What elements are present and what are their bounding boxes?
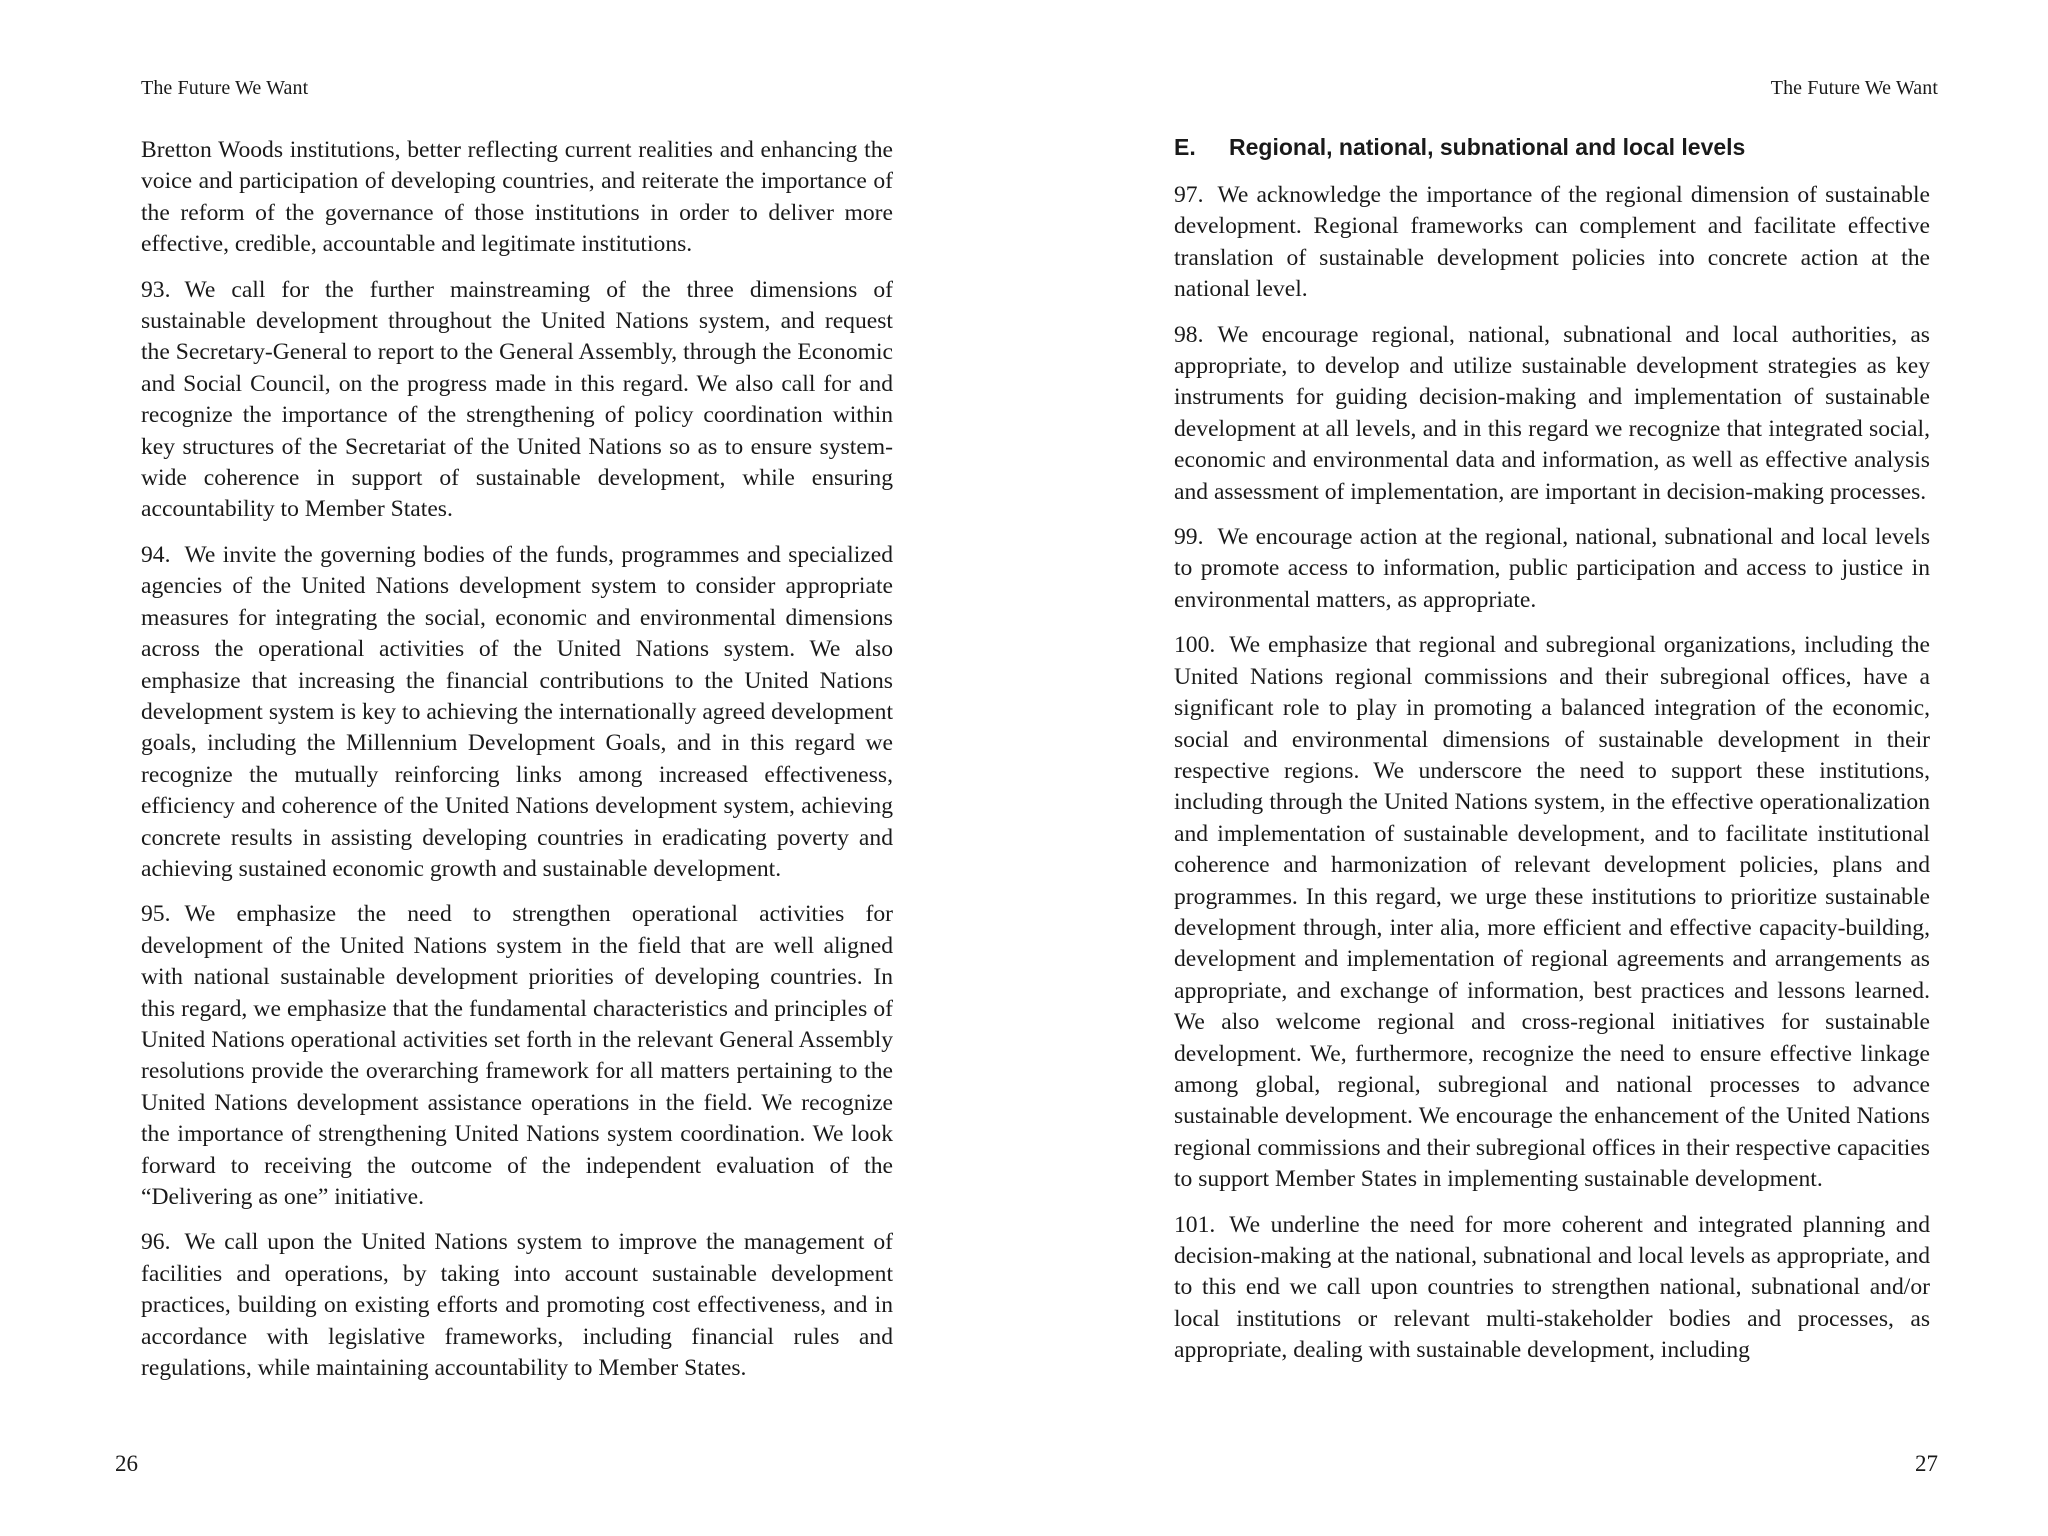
paragraph-text: We invite the governing bodies of the funds, programmes and specialized agencies of the United Nations development system to consider appropriate measures for integrating the social, economic and environmental dimensions across the operational activities of the United Nations system. We also emphasize that increasing the financial contributions to the United Nations development system is key to achieving the internationally agreed development goals, including the Millennium Development Goals, and in this regard we recognize the mutually reinforcing links among increased effectiveness, efficiency and coherence of the United Nations development system, achieving concrete results in assisting developing countries in eradicating poverty and achieving sustained economic growth and sustainable development. xyxy=(141,541,893,882)
paragraph-99 xyxy=(1174,522,1930,616)
running-head-left: The Future We Want xyxy=(141,77,309,99)
paragraph-text: We emphasize the need to strengthen operational activities for development of the United Nations system in the field that are well aligned with national sustainable development priorities of developing countries. In this regard, we emphasize that the fundamental characteristics and principles of United Nations operational activities set forth in the relevant General Assembly resolutions provide the overarching framework for all matters pertaining to the United Nations development assistance operations in the field. We recognize the importance of strengthening United Nations system coordination. We look forward to receiving the outcome of the independent evaluation of the “Delivering as one” initiative. xyxy=(141,901,893,1210)
left-page-body xyxy=(141,135,893,1398)
paragraph-text: Bretton Woods institutions, better reflecting current realities and enhancing the voice and participation of developing countries, and reiterate the importance of the reform of the governance of those institutions in order to deliver more effective, credible, accountable and legitimate institutions. xyxy=(141,137,893,258)
paragraph-98 xyxy=(1174,320,1930,508)
paragraph-text: We encourage regional, national, subnational and local authorities, as appropriate, to develop and utilize sustainable development strategies as key instruments for guiding decision-making and implementation of sustainable development at all levels, and in this regard we recognize that integrated social, economic and environmental data and information, as well as effective analysis and assessment of implementation, are important in decision-making processes. xyxy=(1174,321,1930,505)
paragraph-number: 95. xyxy=(141,901,171,928)
paragraph-text: We emphasize that regional and subregional organizations, including the United Nations regional commissions and their subregional offices, have a significant role to play in promoting a balanced integration of the economic, social and environmental dimensions of sustainable development in their respective regions. We underscore the need to support these institutions, including through the United Nations system, in the effective operationalization and implementation of sustainable development, and to facilitate institutional coherence and harmonization of relevant development policies, plans and programmes. In this regard, we urge these institutions to prioritize sustainable development through, inter alia, more efficient and effective capacity-building, development and implementation of regional agreements and arrangements as appropriate, and exchange of information, best practices and lessons learned. We also welcome regional and cross-regional initiatives for sustainable development. We, furthermore, recognize the need to ensure effective linkage among global, regional, subregional and national processes to advance sustainable development. We encourage the enhancement of the United Nations regional commissions and their subregional offices in their respective capacities to support Member States in implementing sustainable development. xyxy=(1174,632,1930,1193)
paragraph-101 xyxy=(1174,1210,1930,1367)
paragraph-number: 96. xyxy=(141,1229,171,1256)
paragraph-number: 93. xyxy=(141,276,171,303)
page-number-left: 26 xyxy=(115,1451,138,1476)
section-letter: E. xyxy=(1174,134,1196,160)
paragraph-number: 101. xyxy=(1174,1211,1216,1238)
paragraph-text: We underline the need for more coherent and integrated planning and decision-making at the national, subnational and local levels as appropriate, and to this end we call upon countries to strengthen national, subnational and/or local institutions or relevant multi-stakeholder bodies and processes, as appropriate, dealing with sustainable development, including xyxy=(1174,1211,1930,1364)
running-head-right: The Future We Want xyxy=(1770,77,1938,99)
paragraph-97 xyxy=(1174,180,1930,306)
paragraph-number: 94. xyxy=(141,541,171,568)
paragraph-96 xyxy=(141,1227,893,1384)
right-page-body xyxy=(1174,132,1930,1381)
paragraph-93 xyxy=(141,275,893,526)
right-page xyxy=(1024,0,2048,1536)
paragraph-text: We call upon the United Nations system to improve the management of facilities and operations, by taking into account sustainable development practices, building on existing efforts and promoting cost effectiveness, and in accordance with legislative frameworks, including financial rules and regulations, while maintaining accountability to Member States. xyxy=(141,1229,893,1382)
paragraph-100 xyxy=(1174,630,1930,1195)
paragraph-text: We call for the further mainstreaming of the three dimensions of sustainable development throughout the United Nations system, and request the Secretary-General to report to the General Assembly, through the Economic and Social Council, on the progress made in this regard. We also call for and recognize the importance of the strengthening of policy coordination within key structures of the Secretariat of the United Nations so as to ensure system-wide coherence in support of sustainable development, while ensuring accountability to Member States. xyxy=(141,276,893,523)
paragraph-number: 97. xyxy=(1174,182,1204,208)
paragraph-95 xyxy=(141,899,893,1213)
paragraph-number: 100. xyxy=(1174,632,1216,659)
paragraph-text: We encourage action at the regional, national, subnational and local levels to promote access to information, public participation and access to justice in environmental matters, as appropriate. xyxy=(1174,524,1930,613)
paragraph-number: 99. xyxy=(1174,524,1204,551)
page-number-right: 27 xyxy=(1915,1451,1938,1476)
section-heading xyxy=(1174,132,1930,162)
paragraph-94 xyxy=(141,540,893,885)
paragraph-text: We acknowledge the importance of the regional dimension of sustainable development. Regional frameworks can complement and facilitate effective translation of sustainable development policies into concrete action at the national level. xyxy=(1174,182,1930,303)
paragraph-number: 98. xyxy=(1174,321,1204,348)
section-title: Regional, national, subnational and local levels xyxy=(1229,134,1746,160)
paragraph-continued xyxy=(141,135,893,261)
